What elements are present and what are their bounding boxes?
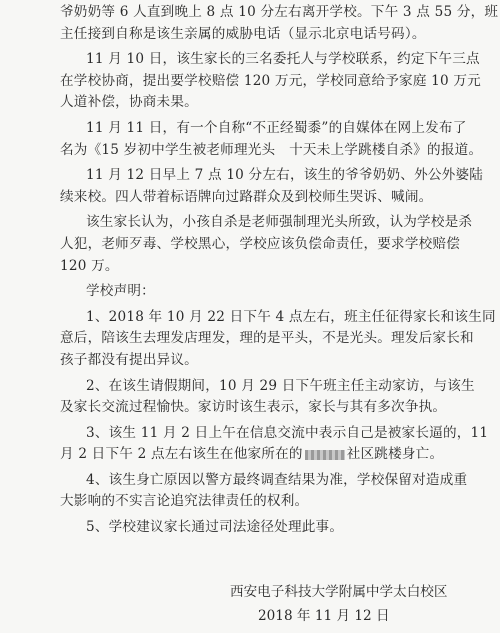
text-line: 人犯，老师歹毒、学校黑心，学校应该负偿命责任，要求学校赔偿	[60, 235, 461, 252]
text-fragment: 社区跳楼身亡。	[346, 446, 444, 463]
paragraph-continuation	[60, 2, 499, 45]
statement-item-2	[60, 376, 475, 419]
text-line: 3、该生 11 月 2 日上午在信息交流中表示自己是被家长逼的，11	[86, 424, 489, 441]
text-line: 11 月 11 日，有一个自称“不正经蜀黍”的自媒体在网上发布了	[86, 119, 467, 136]
statement-item-3	[60, 423, 489, 466]
text-line: 11 月 12 日早上 7 点 10 分左右，该生的爷爷奶奶、外公外婆陆	[86, 167, 484, 184]
statement-item-1	[60, 307, 496, 372]
text-line: 意后，陪该生去理发店理发，理的是平头，不是光头。理发后家长和	[60, 330, 474, 347]
redaction-mark	[305, 450, 345, 460]
text-line: 孩子都没有提出异议。	[60, 351, 198, 368]
text-line: 在学校协商，提出要学校赔偿 120 万元，学校同意给予家庭 10 万元	[60, 72, 481, 89]
paragraph-parents-view	[60, 212, 473, 277]
statement-item-4	[60, 470, 468, 513]
text-line: 5、学校建议家长通过司法途径处理此事。	[86, 519, 344, 536]
text-fragment: 月 2 日下午 2 点左右该生在他家所在的	[60, 446, 303, 463]
text-line: 大影响的不实言论追究法律责任的权利。	[60, 493, 309, 510]
text-line: 续来校。四人带着标语牌向过路群众及到校师生哭诉、喊闹。	[60, 188, 433, 205]
paragraph-nov10	[60, 49, 481, 114]
text-line: 11 月 10 日，该生家长的三名委托人与学校联系，约定下午三点	[86, 51, 480, 68]
text-line: 2、在该生请假期间，10 月 29 日下午班主任主动家访，与该生	[86, 377, 475, 394]
statement-item-5	[60, 517, 442, 539]
signature-date: 2018 年 11 月 12 日	[258, 608, 390, 624]
school-statement-heading	[60, 281, 442, 303]
text-line: 人道补偿，协商未果。	[60, 94, 198, 111]
paragraph-nov12	[60, 165, 484, 208]
text-line: 主任接到自称是该生亲属的威胁电话（显示北京电话号码）。	[60, 25, 426, 42]
text-line: 学校声明：	[86, 283, 155, 300]
text-line: 该生家长认为，小孩自杀是老师强制理光头所致，认为学校是杀	[86, 214, 473, 231]
text-line: 4、该生身亡原因以警方最终调查结果为准，学校保留对造成重	[86, 471, 468, 488]
text-line	[60, 444, 442, 466]
text-line: 1、2018 年 10 月 22 日下午 4 点左右，班主任征得家长和该生同	[86, 308, 496, 325]
signature-org: 西安电子科技大学附属中学太白校区	[230, 584, 448, 600]
text-line: 及家长交流过程愉快。家访时该生表示，家长与其有多次争执。	[60, 399, 447, 416]
text-line: 名为《15 岁初中学生被老师理光头 十天未上学跳楼自杀》的报道。	[60, 141, 483, 158]
text-line: 爷奶奶等 6 人直到晚上 8 点 10 分左右离开学校。下午 3 点 55 分，班	[60, 4, 499, 20]
text-line: 120 万。	[60, 257, 119, 274]
paragraph-nov11	[60, 118, 483, 161]
